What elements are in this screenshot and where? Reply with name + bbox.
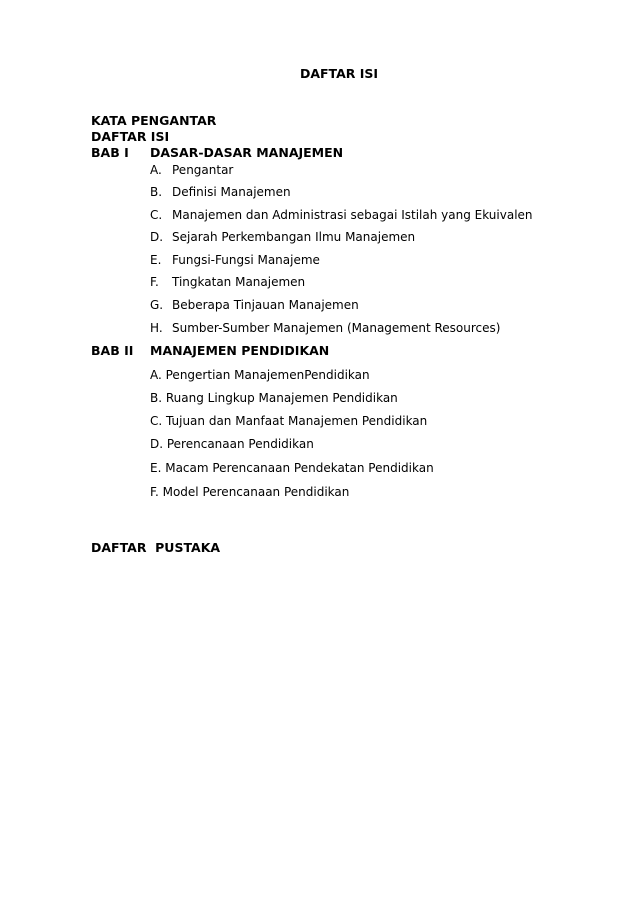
- subitem-letter: G.: [150, 298, 164, 312]
- page-title: DAFTAR ISI: [299, 66, 379, 81]
- toc-subitem: [150, 252, 320, 268]
- subitem-text: Fungsi-Fungsi Manajeme: [172, 253, 320, 267]
- subitem-letter: A.: [150, 163, 162, 177]
- toc-subitem: E. Macam Perencanaan Pendekatan Pendidikan: [150, 461, 434, 475]
- subitem-text: Beberapa Tinjauan Manajemen: [172, 298, 359, 312]
- toc-subitem: [150, 207, 533, 223]
- subitem-letter: E.: [150, 253, 162, 267]
- subitem-letter: D.: [150, 230, 164, 244]
- toc-entry-daftar-pustaka: DAFTAR PUSTAKA: [91, 540, 221, 555]
- subitem-text: Manajemen dan Administrasi sebagai Istilah yang Ekuivalen: [172, 208, 533, 222]
- chapter-label: BAB I: [91, 145, 129, 160]
- chapter-label: BAB II: [91, 343, 134, 358]
- toc-subitem: [150, 320, 500, 336]
- toc-subitem: A. Pengertian ManajemenPendidikan: [150, 368, 370, 382]
- toc-subitem: [150, 162, 233, 178]
- subitem-letter: C.: [150, 208, 163, 222]
- toc-subitem: F. Model Perencanaan Pendidikan: [150, 485, 350, 499]
- subitem-text: Pengantar: [172, 163, 234, 177]
- chapter-title: DASAR-DASAR MANAJEMEN: [150, 145, 344, 160]
- subitem-letter: H.: [150, 321, 163, 335]
- toc-subitem: D. Perencanaan Pendidikan: [150, 437, 314, 451]
- subitem-letter: F.: [150, 275, 159, 289]
- toc-entry-daftar-isi: DAFTAR ISI: [91, 129, 170, 144]
- subitem-text: Definisi Manajemen: [172, 185, 291, 199]
- subitem-text: Sejarah Perkembangan Ilmu Manajemen: [172, 230, 416, 244]
- toc-entry-kata-pengantar: KATA PENGANTAR: [91, 113, 217, 128]
- toc-subitem: [150, 184, 291, 200]
- toc-subitem: [150, 229, 415, 245]
- toc-subitem: [150, 297, 359, 313]
- toc-subitem: C. Tujuan dan Manfaat Manajemen Pendidikan: [150, 414, 428, 428]
- subitem-text: Sumber-Sumber Manajemen (Management Resources): [172, 321, 501, 335]
- chapter-title: MANAJEMEN PENDIDIKAN: [150, 343, 330, 358]
- subitem-letter: B.: [150, 185, 163, 199]
- subitem-text: Tingkatan Manajemen: [172, 275, 306, 289]
- toc-subitem: B. Ruang Lingkup Manajemen Pendidikan: [150, 391, 398, 405]
- toc-subitem: [150, 274, 305, 290]
